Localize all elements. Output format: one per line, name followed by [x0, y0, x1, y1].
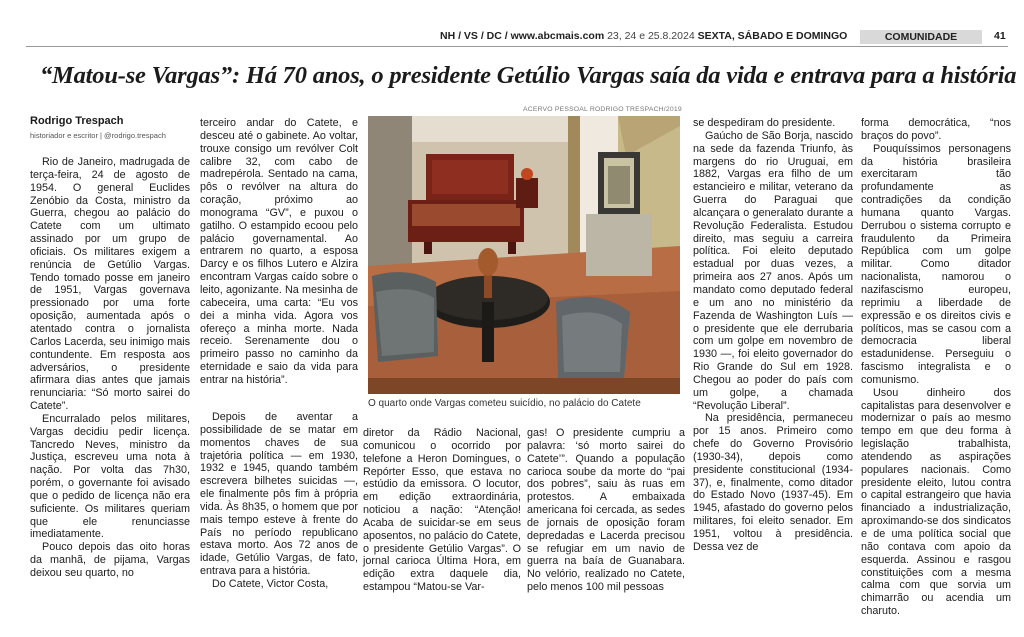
article-column-4	[527, 427, 685, 594]
room-photo-illustration	[368, 116, 680, 394]
paragraph: Encurralado pelos militares, Vargas decidiu pedir licença. Tancredo Neves, ministro da Justiça, escreveu uma nota à nação. Por volta das 7h30, porém, o governante foi avisado que o pedido de licença não era suficiente. Os militares queriam que ele renunciasse imediatamente.	[30, 412, 190, 541]
photo-caption: O quarto onde Vargas cometeu suicídio, no palácio do Catete	[368, 398, 641, 409]
headline: “Matou-se Vargas”: Há 70 anos, o presidente Getúlio Vargas saía da vida e entrava para a história	[40, 62, 1017, 89]
article-column-6	[861, 117, 1011, 618]
byline-role: historiador e escritor | @rodrigo.trespach	[30, 131, 166, 140]
article-column-1	[30, 156, 190, 580]
article-column-2-lower	[200, 411, 358, 591]
publication-info	[440, 30, 847, 42]
publication-name: NH / VS / DC / www.abcmais.com	[440, 30, 605, 42]
paragraph: Gaúcho de São Borja, nascido na sede da fazenda Triunfo, às margens do rio Uruguai, em 1882, Vargas era filho de um estancieiro e militar, veterano da Guerra do Paraguai que alcançara o generalato durante a Revolução Federalista. Estudou direito, mas seguiu a carreira política. Foi eleito deputado estadual por duas vezes, a primeira aos 27 anos. Após um mandato como deputado federal e um ano no ministério da Fazenda de Washington Luís — o presidente que ele derrubaria com um golpe em novembro de 1930 —, foi eleito governador do Rio Grande do Sul em 1928. Chegou ao poder do país com um golpe, a chamada “Revolução Liberal”.	[693, 129, 853, 412]
section-label: COMUNIDADE	[860, 30, 982, 44]
photo-credit: ACERVO PESSOAL RODRIGO TRESPACH/2019	[523, 106, 682, 113]
paragraph: Do Catete, Victor Costa,	[212, 577, 329, 590]
room-photo	[368, 116, 680, 394]
page-header	[0, 0, 1024, 52]
page-number: 41	[994, 30, 1006, 42]
paragraph: Pouco depois das oito horas da manhã, de pijama, Vargas deixou seu quarto, no	[30, 541, 190, 579]
publication-days: SEXTA, SÁBADO E DOMINGO	[697, 30, 848, 42]
paragraph: forma democrática, “nos braços do povo”.	[861, 117, 1011, 142]
paragraph: Rio de Janeiro, madrugada de terça-feira, 24 de agosto de 1954. O general Euclides Zenóbio da Costa, ministro da Guerra, chegou ao palácio do Catete com um ultimato assinado por um grupo de oficiais. Os militares exigem a renúncia de Getúlio Vargas. Tendo tomado posse em janeiro de 1951, Vargas governava pressionado por uma forte oposição, aumentada após o atentado contra o jornalista Carlos Lacerda, seu inimigo mais contundente. Em resposta aos adversários, o presidente afirmara dias antes que jamais renunciaria: “Só morto sairei do Catete”.	[30, 156, 190, 413]
paragraph: Usou dinheiro dos capitalistas para desenvolver e modernizar o país ao mesmo tempo em que deu forma à legislação trabalhista, atendendo as aspirações populares nacionais. Como presidente eleito, lutou contra o capital estrangeiro que havia financiado a industrialização, aproximando-se dos sindicatos e de uma política social que não contava com apoio da esquerda. Assinou e rasgou constituições com a mesma calma com que sorvia um chimarrão ou acendia um charuto.	[861, 386, 1011, 618]
paragraph: Depois de aventar a possibilidade de se matar em momentos chaves de sua trajetória política — em 1930, 1932 e 1945, quando também escrevera bilhetes suicidas —, ele finalmente pôs fim à própria vida. Às 8h35, o homem que por mais tempo esteve à frente do País no período republicano estava morto. Aos 72 anos de idade, Getúlio Vargas, de fato, entrava para a história.	[200, 411, 358, 578]
paragraph: gas! O presidente cumpriu a palavra: ‘só morto sairei do Catete’”. Quando a população carioca soube da morte do “pai dos pobres”, saiu às ruas em protestos. A embaixada americana foi cercada, as sedes de jornais de oposição foram depredadas e Lacerda precisou se refugiar em um navio de guerra na baía de Guanabara. No velório, realizado no Catete, pelo menos 100 mil pessoas	[527, 427, 685, 594]
paragraph: se despediram do presidente.	[693, 117, 836, 129]
article-column-5	[693, 117, 853, 554]
article-column-3	[363, 427, 521, 594]
header-rule	[26, 46, 1008, 47]
paragraph: Na presidência, permaneceu por 15 anos. Primeiro como chefe do Governo Provisório (1930-34), depois como presidente constitucional (1934-37), e, finalmente, como ditador do Estado Novo (1937-45). Em 1945, afastado do governo pelos militares, foi eleito senador. Em 1951, voltou à presidência. Dessa vez de	[693, 412, 853, 553]
paragraph: Pouquíssimos personagens da história brasileira exercitaram tão profundamente as contradições da condição humana quanto Vargas. Derrubou o sistema corrupto e fraudulento da Primeira República com um golpe militar. Como ditador nacionalista, namorou o nazifascismo europeu, reprimiu a liberdade de expressão e os direitos civis e políticos, mas se casou com a democracia liberal estadunidense. Perseguiu o fascismo integralista e o comunismo.	[861, 142, 1011, 386]
paragraph: diretor da Rádio Nacional, comunicou o ocorrido por telefone a Heron Domingues, o Repórter Esso, que estava no estúdio da emissora. O locutor, em edição extraordinária, noticiou a nação: “Atenção! Acaba de suicidar-se em seus aposentos, no palácio do Catete, o presidente Getúlio Vargas”. O jornal carioca Última Hora, em edição extra daquele dia, estampou “Matou-se Var-	[363, 427, 521, 594]
byline-author: Rodrigo Trespach	[30, 115, 124, 127]
publication-dates: 23, 24 e 25.8.2024	[607, 30, 695, 42]
paragraph: terceiro andar do Catete, e desceu até o gabinete. Ao voltar, trouxe consigo um revólver Colt calibre 32, com cabo de madrepérola. Sentado na cama, pôs o revólver na altura do coração, próximo ao monograma “GV”, e puxou o gatilho. O estampido ecoou pelo palácio governamental. Ao entrarem no quarto, a esposa Darcy e os filhos Lutero e Alzira encontram Vargas caído sobre o leito, agonizante. Na mesinha de cabeceira, uma carta: “Eu vos dei a minha vida. Agora vos ofereço a minha morte. Nada receio. Serenamente dou o primeiro passo no caminho da eternidade e saio da vida para entrar na história”.	[200, 117, 358, 386]
article-column-2	[200, 117, 358, 387]
